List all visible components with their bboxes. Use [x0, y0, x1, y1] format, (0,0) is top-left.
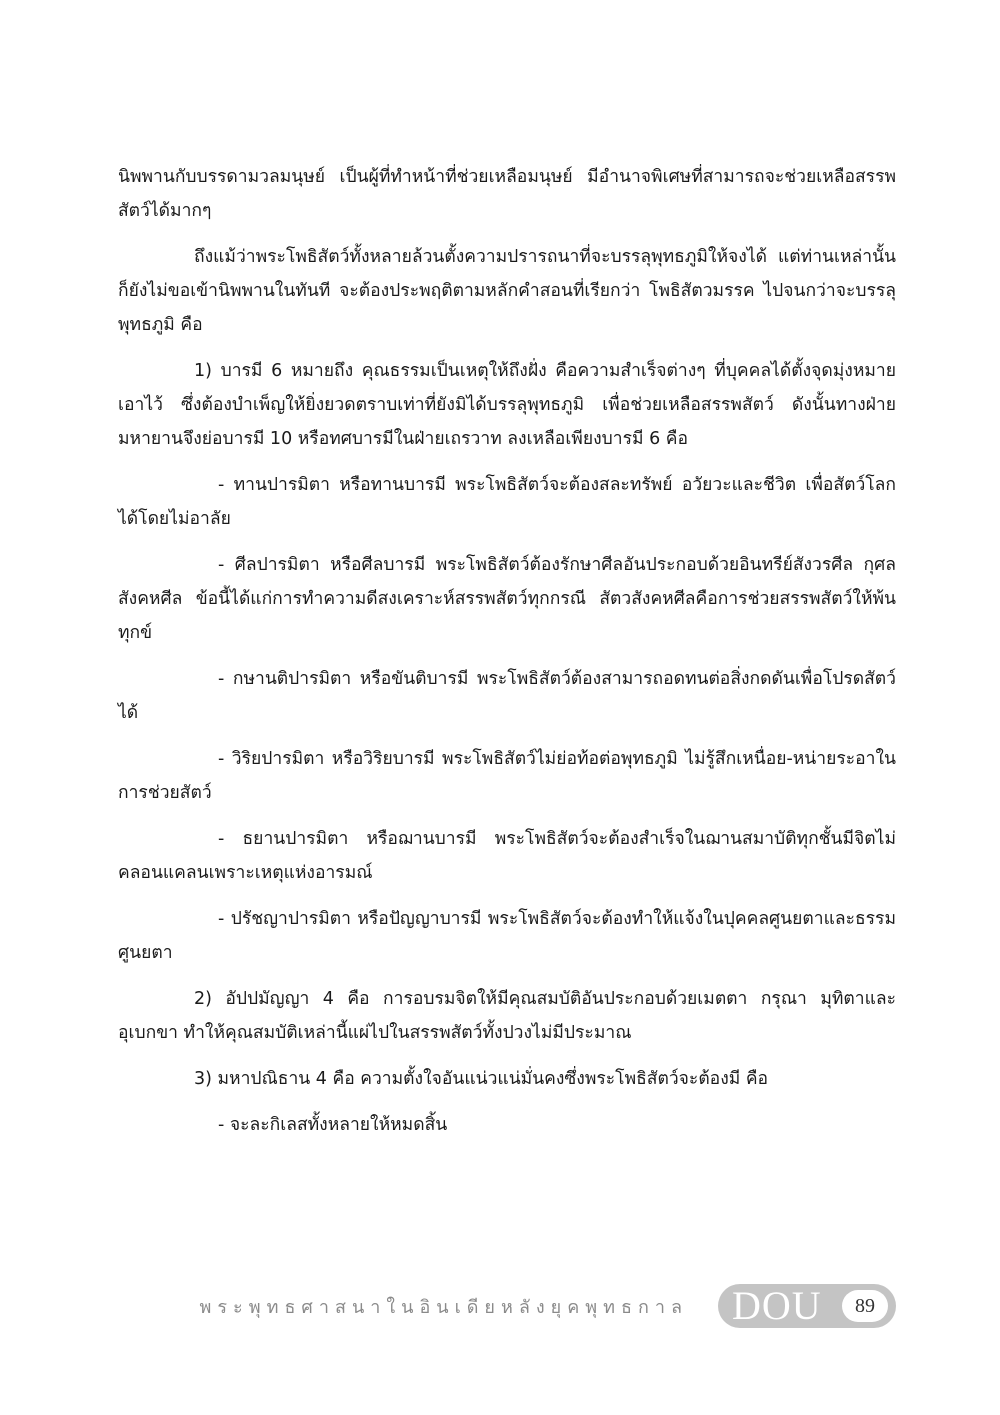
paragraph: 1) บารมี 6 หมายถึง คุณธรรมเป็นเหตุให้ถึงฝั่ง คือความสำเร็จต่างๆ ที่บุคคลได้ตั้งจุดมุ่งหมายเอาไว้ ซึ่งต้องบำเพ็ญให้ยิ่งยวดตราบเท่าที่ยังมิได้บรรลุพุทธภูมิ เพื่อช่วยเหลือสรรพสัตว์ ดังนั้นทางฝ่ายมหายานจึงย่อบารมี 10 หรือทศบารมีในฝ่ายเถรวาท ลงเหลือเพียงบารมี 6 คือ — [118, 361, 896, 449]
paragraph: 3) มหาปณิธาน 4 คือ ความตั้งใจอันแน่วแน่มั่นคงซึ่งพระโพธิสัตว์จะต้องมี คือ — [194, 1069, 769, 1089]
list-item: - วิริยปารมิตา หรือวิริยบารมี พระโพธิสัตว์ไม่ย่อท้อต่อพุทธภูมิ ไม่รู้สึกเหนื่อย-หน่ายระอาในการช่วยสัตว์ — [118, 749, 896, 803]
list-item: - ศีลปารมิตา หรือศีลบารมี พระโพธิสัตว์ต้องรักษาศีลอันประกอบด้วยอินทรีย์สังวรศีล กุศลสังคหศีล ข้อนี้ได้แก่การทำความดีสงเคราะห์สรรพสัตว์ทุกกรณี สัตวสังคหศีลคือการช่วยสรรพสัตว์ให้พ้นทุกข์ — [118, 555, 896, 643]
page-footer — [0, 1282, 1000, 1332]
list-item: - ธยานปารมิตา หรือฌานบารมี พระโพธิสัตว์จะต้องสำเร็จในฌานสมาบัติทุกชั้นมีจิตไม่คลอนแคลนเพราะเหตุแห่งอารมณ์ — [118, 829, 896, 883]
paragraph: ถึงแม้ว่าพระโพธิสัตว์ทั้งหลายล้วนตั้งความปรารถนาที่จะบรรลุพุทธภูมิให้จงได้ แต่ท่านเหล่านั้นก็ยังไม่ขอเข้านิพพานในทันที จะต้องประพฤติตามหลักคำสอนที่เรียกว่า โพธิสัตวมรรค ไปจนกว่าจะบรรลุพุทธภูมิ คือ — [118, 247, 896, 335]
list-item: - ทานปารมิตา หรือทานบารมี พระโพธิสัตว์จะต้องสละทรัพย์ อวัยวะและชีวิต เพื่อสัตว์โลกได้โดยไม่อาลัย — [118, 475, 896, 529]
dou-logo: DOU — [732, 1283, 822, 1328]
body-text — [118, 160, 896, 1154]
paragraph: 2) อัปปมัญญา 4 คือ การอบรมจิตให้มีคุณสมบัติอันประกอบด้วยเมตตา กรุณา มุทิตาและอุเบกขา ทำให้คุณสมบัติเหล่านี้แผ่ไปในสรรพสัตว์ทั้งปวงไม่มีประมาณ — [118, 989, 896, 1043]
list-item: - จะละกิเลสทั้งหลายให้หมดสิ้น — [218, 1115, 448, 1135]
list-item: - ปรัชญาปารมิตา หรือปัญญาบารมี พระโพธิสัตว์จะต้องทำให้แจ้งในปุคคลศูนยตาและธรรมศูนยตา — [118, 909, 896, 963]
list-item: - กษานติปารมิตา หรือขันติบารมี พระโพธิสัตว์ต้องสามารถอดทนต่อสิ่งกดดันเพื่อโปรดสัตว์ได้ — [118, 669, 896, 723]
page-badge — [718, 1284, 896, 1328]
book-title: พระพุทธศาสนาในอินเดียหลังยุคพุทธกาล — [199, 1297, 688, 1318]
paragraph: นิพพานกับบรรดามวลมนุษย์ เป็นผู้ที่ทำหน้าที่ช่วยเหลือมนุษย์ มีอำนาจพิเศษที่สามารถจะช่วยเหลือสรรพสัตว์ได้มากๆ — [118, 167, 896, 221]
page-number: 89 — [842, 1290, 888, 1322]
